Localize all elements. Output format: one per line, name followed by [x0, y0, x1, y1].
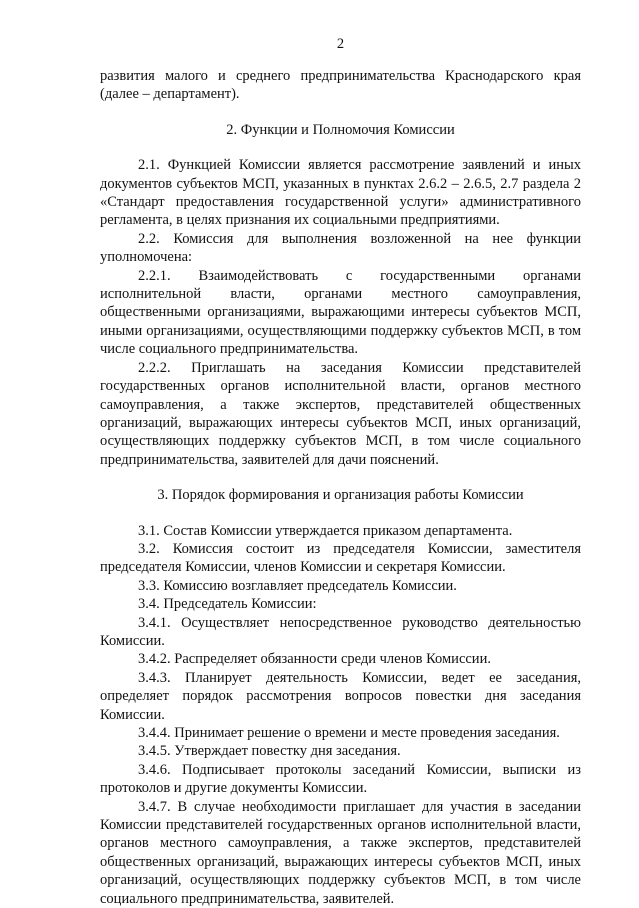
page-number: 2: [336, 36, 345, 52]
paragraph-2-2-1: 2.2.1. Взаимодействовать с государственными органами исполнительной власти, органами местного самоуправления, общественными организациями, выражающими интересы субъектов МСП, иными организациями, осуществляющими поддержку субъектов МСП, в том числе социального предпринимательства.: [100, 267, 581, 358]
paragraph-3-4: 3.4. Председатель Комиссии:: [138, 596, 317, 613]
paragraph-2-2: 2.2. Комиссия для выполнения возложенной на нее функции уполномочена:: [100, 230, 581, 266]
section-2-heading: 2. Функции и Полномочия Комиссии: [226, 121, 455, 138]
paragraph-2-1: 2.1. Функцией Комиссии является рассмотрение заявлений и иных документов субъектов МСП, указанных в пунктах 2.6.2 – 2.6.5, 2.7 раздела 2 «Стандарт предоставления государственной услуги» административного регламента, в целях признания их социальными предприятиями.: [100, 157, 581, 229]
paragraph-3-3: 3.3. Комиссию возглавляет председатель Комиссии.: [138, 577, 457, 594]
paragraph-3-4-4: 3.4.4. Принимает решение о времени и месте проведения заседания.: [138, 725, 560, 741]
paragraph-3-4-7: 3.4.7. В случае необходимости приглашает для участия в заседании Комиссии представителей государственных органов исполнительной власти, органов местного самоуправления, а также экспертов, представителей общественных организаций, выражающих интересы субъектов МСП, иных организаций, осуществляющих поддержку субъектов МСП, в том числе социального предпринимательства, заявителей.: [100, 798, 581, 907]
paragraph-3-4-1: 3.4.1. Осуществляет непосредственное руководство деятельностью Комиссии.: [100, 614, 581, 649]
paragraph-3-4-3: 3.4.3. Планирует деятельность Комиссии, ведет ее заседания, определяет порядок рассмотрения вопросов повестки дня заседания Комиссии.: [100, 669, 581, 723]
section-3-heading: 3. Порядок формирования и организация работы Комиссии: [157, 487, 524, 504]
paragraph-2-2-2: 2.2.2. Приглашать на заседания Комиссии представителей государственных органов исполнительной власти, органов местного самоуправления, а также экспертов, представителей общественных организаций, выражающих интересы субъектов МСП, иных организаций, осуществляющих поддержку субъектов МСП, в том числе социального предпринимательства, заявителей для дачи пояснений.: [100, 359, 581, 468]
intro-paragraph: развития малого и среднего предпринимательства Краснодарского края (далее – департамент).: [100, 68, 581, 103]
paragraph-3-2: 3.2. Комиссия состоит из председателя Комиссии, заместителя председателя Комиссии, членов Комиссии и секретаря Комиссии.: [100, 540, 581, 576]
paragraph-3-1: 3.1. Состав Комиссии утверждается приказом департамента.: [138, 522, 513, 539]
paragraph-3-4-6: 3.4.6. Подписывает протоколы заседаний Комиссии, выписки из протоколов и другие документы Комиссии.: [100, 761, 581, 797]
paragraph-3-4-2: 3.4.2. Распределяет обязанности среди членов Комиссии.: [138, 651, 491, 668]
paragraph-3-4-5: 3.4.5. Утверждает повестку дня заседания.: [138, 743, 401, 760]
